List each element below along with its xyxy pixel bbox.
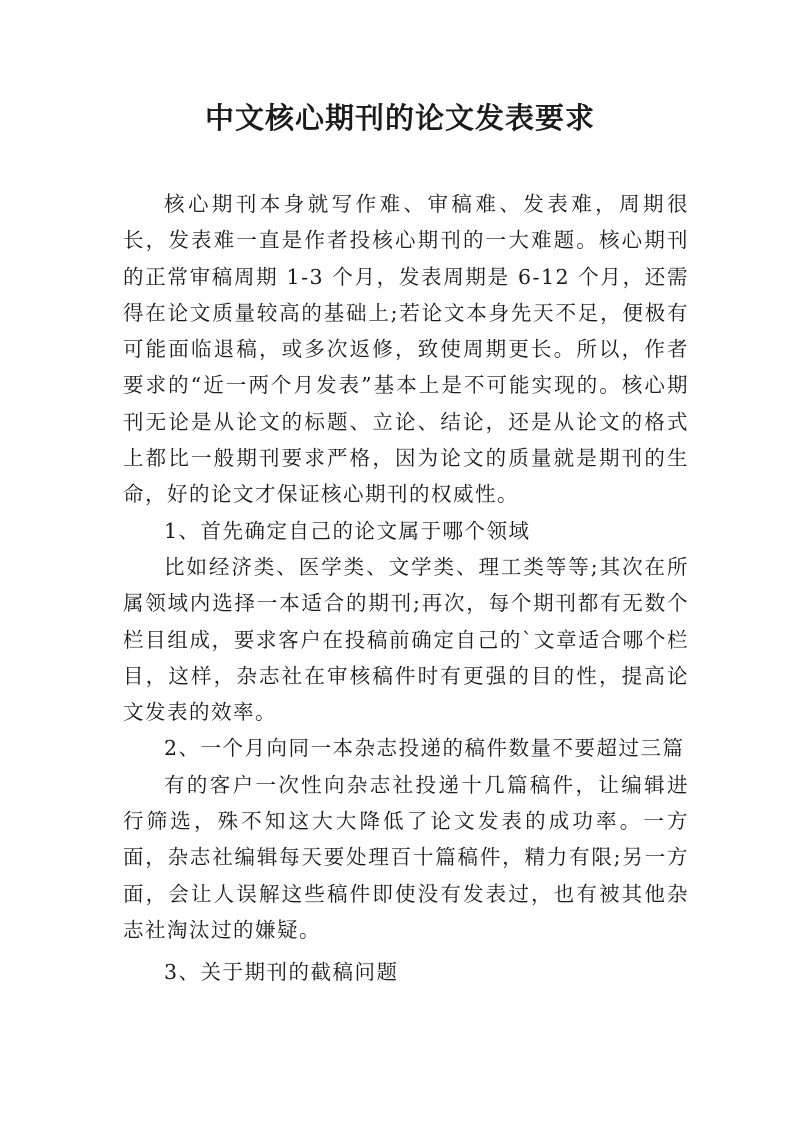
intro-paragraph: 核心期刊本身就写作难、审稿难、发表难，周期很长，发表难一直是作者投核心期刊的一大难题。核心期刊的正常审稿周期 1-3 个月，发表周期是 6-12 个月，还需得在论文质量较高的基础上;若论文本身先天不足，便极有可能面临退稿，或多次返修，致使周期更长。所以，作者要求的“近一两个月发表”基本上是不可能实现的。核心期刊无论是从论文的标题、立论、结论，还是从论文的格式上都比一般期刊要求严格，因为论文的质量就是期刊的生命，好的论文才保证核心期刊的权威性。: [123, 192, 689, 507]
page-title: 中文核心期刊的论文发表要求: [204, 101, 595, 135]
section-paragraph-1: 比如经济类、医学类、文学类、理工类等等;其次在所属领域内选择一本适合的期刊;再次，每个期刊都有无数个栏目组成，要求客户在投稿前确定自己的`文章适合哪个栏目，这样，杂志社在审核稿件时有更强的目的性，提高论文发表的效率。: [123, 554, 689, 725]
section-heading-2: 2、一个月向同一本杂志投递的稿件数量不要超过三篇: [164, 736, 685, 761]
section-heading-1: 1、首先确定自己的论文属于哪个领域: [164, 518, 531, 543]
section-heading-3: 3、关于期刊的截稿问题: [164, 960, 399, 985]
document-body: [123, 186, 689, 991]
section-paragraph-2: 有的客户一次性向杂志社投递十几篇稿件，让编辑进行筛选，殊不知这大大降低了论文发表的成功率。一方面，杂志社编辑每天要处理百十篇稿件，精力有限;另一方面，会让人误解这些稿件即使没有发表过，也有被其他杂志社淘汰过的嫌疑。: [123, 772, 689, 942]
